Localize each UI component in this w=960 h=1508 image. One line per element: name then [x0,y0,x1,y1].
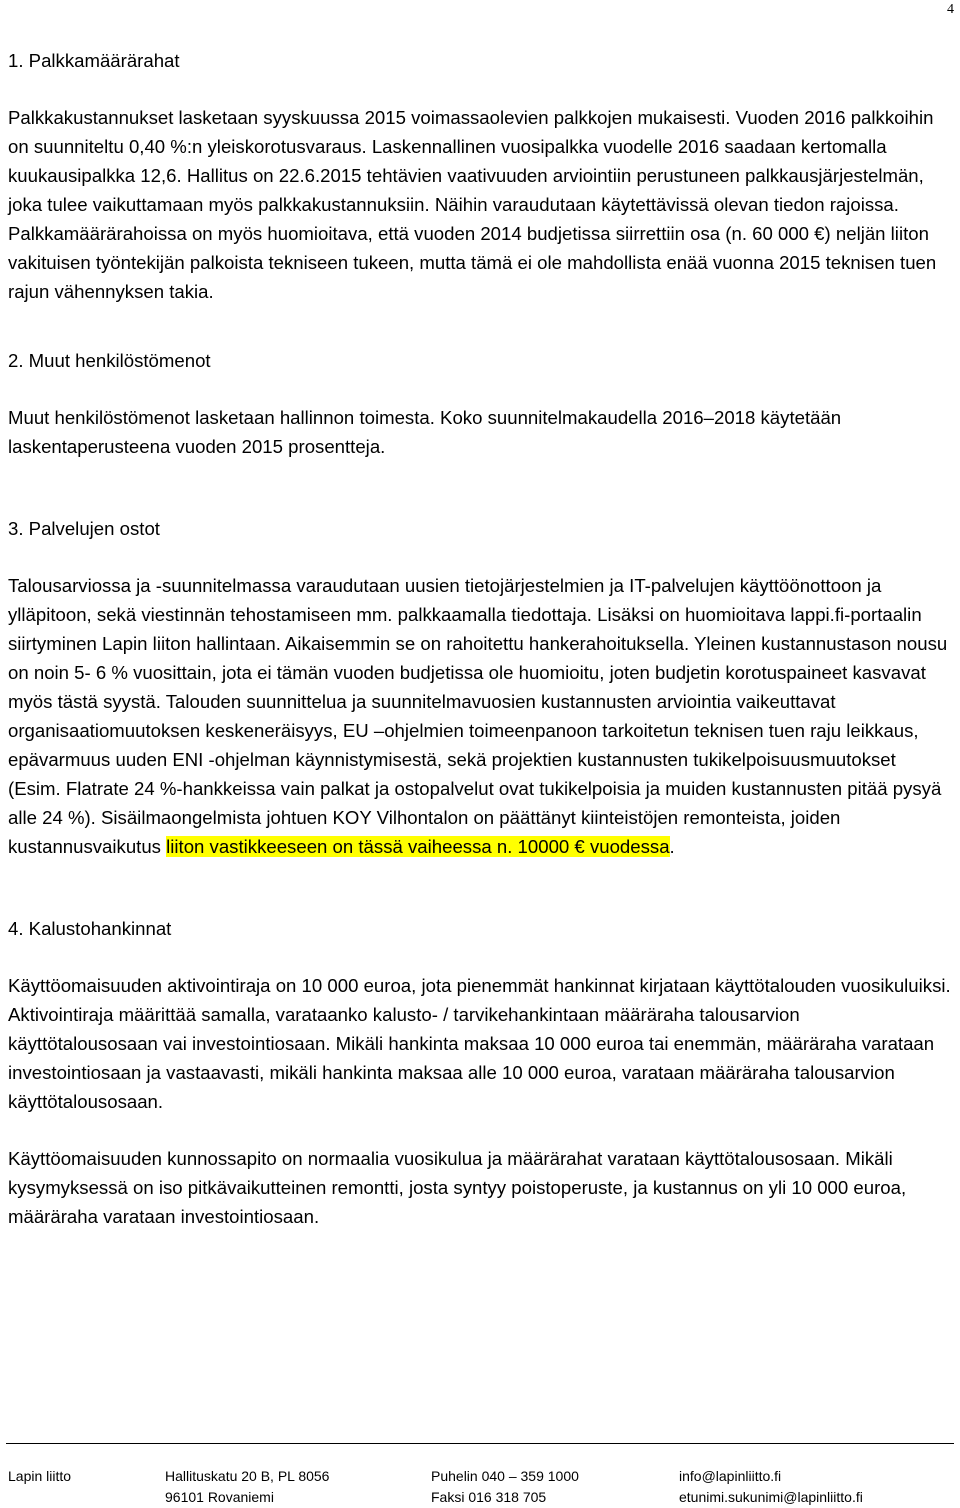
section-heading-kalustohankinnat: 4. Kalustohankinnat [8,918,172,939]
footer-phone: Puhelin 040 – 359 1000 [431,1468,579,1484]
paragraph-palvelujen-ostot-main: Talousarviossa ja -suunnitelmassa varaudutaan uusien tietojärjestelmien ja IT-palvelujen käyttöönottoon ja ylläpitoon, sekä viestinnän tehostamiseen mm. palkkaamalla tiedottaja. Lisäksi on huomioitava lappi.fi-portaalin siirtyminen Lapin liiton hallintaan. Aikaisemmin se on rahoitettu hankerahoituksella. Yleinen kustannustason nousu on noin 5- 6 % vuosittain, jota ei tämän vuoden budjetissa ole huomioitu, joten budjetin korotuspaineet kasvavat myös tästä syystä. Talouden suunnittelua ja suunnitelmavuosien kustannusten arviointia vaikeuttavat organisaatiomuutoksen keskeneräisyys, EU –ohjelmien toimeenpanoon tarkoitetun teknisen tuen raju leikkaus, epävarmuus uuden ENI -ohjelman käynnistymisestä, sekä projektien kustannusten tukikelpoisuusmuutokset (Esim. Flatrate 24 %-hankkeissa vain palkat ja ostopalvelut ovat tukikelpoisia ja muiden kustannusten pitää pysyä alle 24 %). Sisäilmaongelmista johtuen KOY Vilhontalon on päättänyt kiinteistöjen remonteista, joiden kustannusvaikutus [8,575,948,857]
paragraph-palkkamaararahat: Palkkakustannukset lasketaan syyskuussa 2015 voimassaolevien palkkojen mukaisesti. Vuoden 2016 palkkoihin on suunniteltu 0,40 %:n yleiskorotusvaraus. Laskennallinen vuosipalkka vuodelle 2016 saadaan kertomalla kuukausipalkka 12,6. Hallitus on 22.6.2015 tehtävien vaativuuden arviointiin perustuneen palkkausjärjestelmän, joka tulee vaikuttamaan myös palkkakustannuksiin. Näihin varaudutaan käytettävissä olevan tiedon rajoissa. Palkkamäärärahoissa on myös huomioitava, että vuoden 2014 budjetissa siirrettiin osa (n. 60 000 €) neljän liiton vakituisen työntekijän palkoista tekniseen tukeen, mutta tämä ei ole mahdollista enää vuonna 2015 teknisen tuen rajun vähennyksen takia. [8,107,937,302]
document-body [8,46,952,1231]
paragraph-muut-henkilostomenot: Muut henkilöstömenot lasketaan hallinnon toimesta. Koko suunnitelmakaudella 2016–2018 käytetään laskentaperusteena vuoden 2015 prosentteja. [8,407,842,457]
footer-divider [6,1443,954,1444]
paragraph-palvelujen-ostot [8,571,952,861]
footer-org-name: Lapin liitto [8,1468,72,1484]
section-heading-palkkamaararahat: 1. Palkkamäärärahat [8,50,180,71]
footer-address [165,1466,329,1508]
section-heading-muut-henkilostomenot: 2. Muut henkilöstömenot [8,350,211,371]
footer-contact-phone [431,1466,579,1508]
footer-email-personal[interactable]: etunimi.sukunimi@lapinliitto.fi [679,1489,863,1505]
highlighted-text: liiton vastikkeeseen on tässä vaiheessa n. 10000 € vuodessa [166,836,670,857]
footer-fax: Faksi 016 318 705 [431,1489,547,1505]
footer-address-line2: 96101 Rovaniemi [165,1489,274,1505]
footer-email-general[interactable]: info@lapinliitto.fi [679,1468,782,1484]
footer-org [8,1466,71,1487]
section-heading-palvelujen-ostot: 3. Palvelujen ostot [8,518,160,539]
paragraph-kalustohankinnat-2: Käyttöomaisuuden kunnossapito on normaalia vuosikulua ja määrärahat varataan käyttötalousosaan. Mikäli kysymyksessä on iso pitkävaikutteinen remontti, josta syntyy poistoperuste, ja kustannus on yli 10 000 euroa, määräraha varataan investointiosaan. [8,1148,907,1227]
footer-address-line1: Hallituskatu 20 B, PL 8056 [165,1468,330,1484]
page-number: 4 [947,2,954,17]
footer-contact-email [679,1466,863,1508]
paragraph-kalustohankinnat-1: Käyttöomaisuuden aktivointiraja on 10 000 euroa, jota pienemmät hankinnat kirjataan käyttötalouden vuosikuluiksi. Aktivointiraja määrittää samalla, varataanko kalusto- / tarvikehankintaan määräraha talousarvion käyttötalousosaan vai investointiosaan. Mikäli hankinta maksaa 10 000 euroa tai enemmän, määräraha varataan investointiosaan ja vastaavasti, mikäli hankinta maksaa alle 10 000 euroa, varataan määräraha talousarvion käyttötalousosaan. [8,975,951,1112]
paragraph-palvelujen-ostot-end: . [669,836,675,857]
